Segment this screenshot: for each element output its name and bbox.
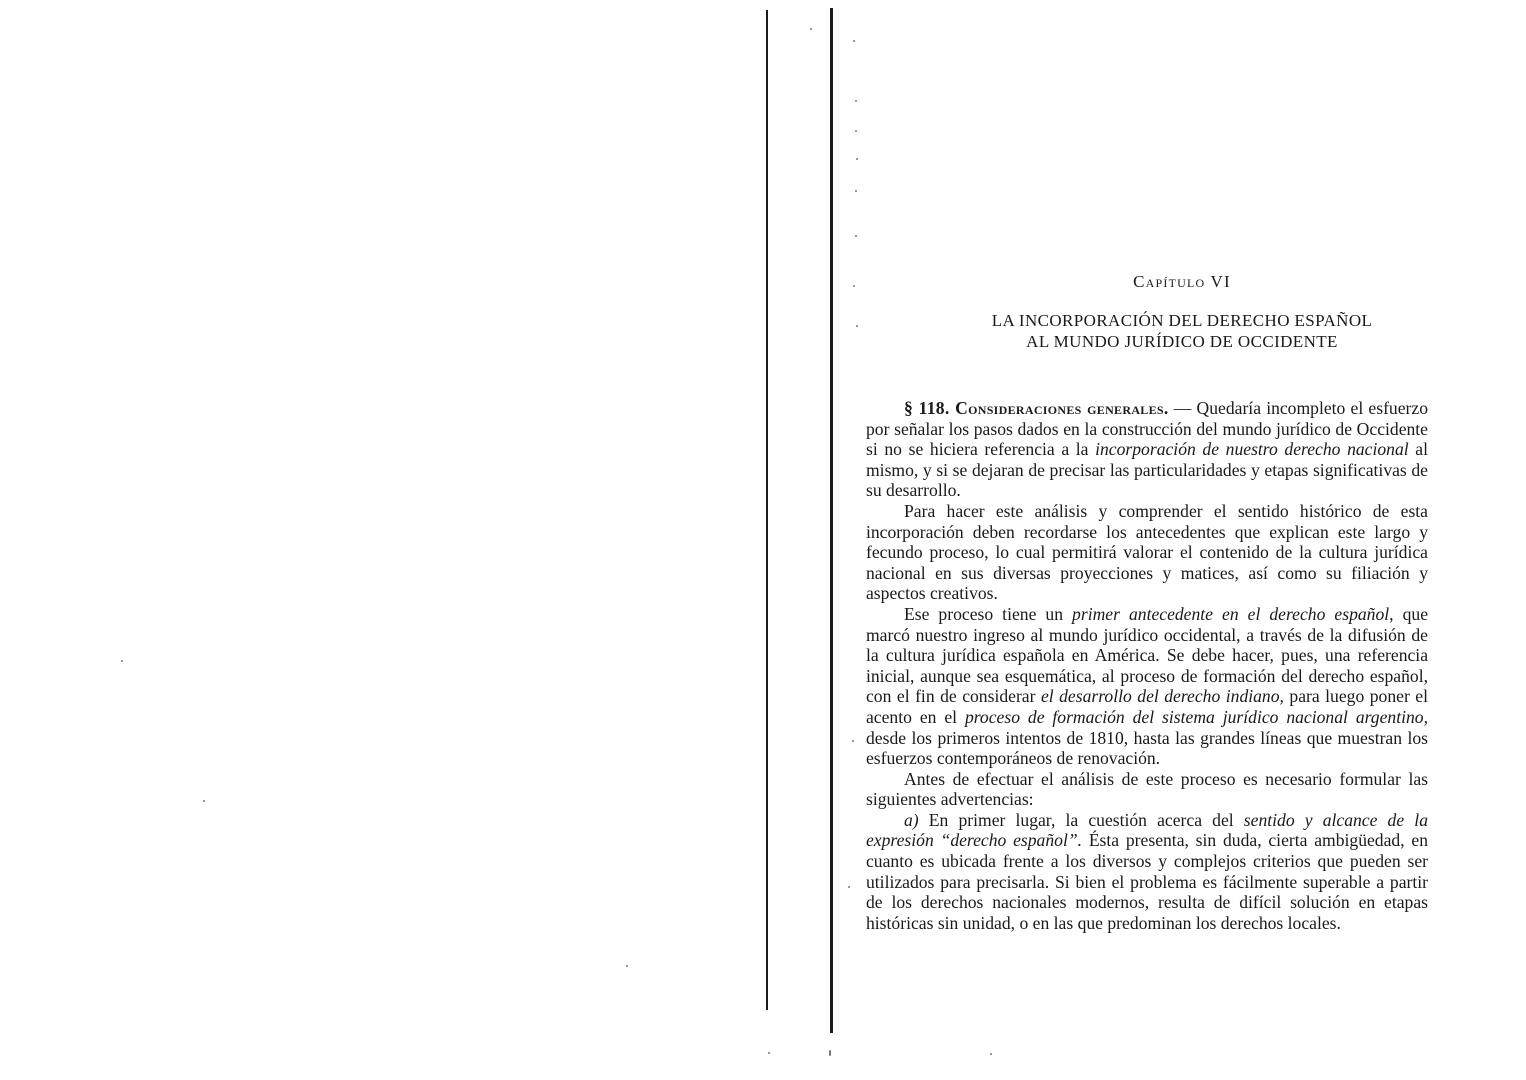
paragraph-5-italic: sentido y alcance de la expresión “derecho español”. <box>866 809 1428 851</box>
right-page <box>866 270 1428 933</box>
scan-speck <box>853 40 855 42</box>
scan-speck <box>856 158 858 160</box>
scan-speck <box>768 1052 770 1054</box>
chapter-title-line-1: LA INCORPORACIÓN DEL DERECHO ESPAÑOL <box>991 311 1373 330</box>
scan-speck <box>848 886 850 888</box>
paragraph-1-text-end: al mismo, y si se dejaran de precisar las particularidades y etapas significativas de su desarrollo. <box>866 439 1428 501</box>
paragraph-5-text-end: Ésta presenta, sin duda, cierta ambigüedad, en cuanto es ubicada frente a los diversos y complejos criterios que pueden ser utilizados para precisarla. Si bien el problema es fácilmente superable a partir de los derechos nacionales modernos, resulta de difícil solución en etapas históricas sin unidad, o en las que predominan los derechos locales. <box>866 830 1428 933</box>
left-page-edge-line <box>766 10 768 1010</box>
list-marker-a: a) <box>904 809 919 830</box>
paragraph-3-text: Ese proceso tiene un <box>904 603 1073 624</box>
scan-speck <box>829 1050 831 1056</box>
scan-speck <box>990 1053 992 1055</box>
scan-speck <box>855 190 857 192</box>
chapter-title <box>936 310 1428 352</box>
paragraph-3-italic-1: primer antecedente en el derecho español, <box>1072 603 1394 624</box>
paragraph-3-text-3: para luego poner el acento en el <box>866 686 1428 727</box>
paragraph-3 <box>866 604 1428 769</box>
chapter-label-text: Capítulo VI <box>1133 272 1231 291</box>
paragraph-3-text-4: desde los primeros intentos de 1810, hasta las grandes líneas que muestran los esfuerzos contemporáneos de renovación. <box>866 727 1428 769</box>
body-text <box>866 398 1428 933</box>
paragraph-1 <box>866 398 1428 501</box>
chapter-label <box>936 272 1428 292</box>
paragraph-4 <box>866 769 1428 810</box>
scan-speck <box>121 660 123 662</box>
scan-speck <box>853 285 855 287</box>
scan-speck <box>855 235 857 237</box>
chapter-title-line-2: AL MUNDO JURÍDICO DE OCCIDENTE <box>1026 332 1338 351</box>
paragraph-4-text: Antes de efectuar el análisis de este proceso es necesario formular las siguientes advertencias: <box>866 768 1428 810</box>
scan-speck <box>852 740 854 742</box>
scan-speck <box>203 800 205 802</box>
paragraph-1-text: Quedaría incompleto el esfuerzo por señalar los pasos dados en la construcción del mundo jurídico de Occidente si no se hiciera referencia a la <box>866 398 1428 460</box>
scan-speck <box>855 100 857 102</box>
scan-speck <box>855 130 857 132</box>
paragraph-1-italic: incorporación de nuestro derecho nacional <box>1095 439 1409 460</box>
paragraph-2-text: Para hacer este análisis y comprender el sentido histórico de esta incorporación deben recordarse los antecedentes que explican este largo y fecundo proceso, lo cual permitirá valorar el contenido de la cultura jurídica nacional en sus diversas proyecciones y matices, así como su filiación y aspectos creativos. <box>866 500 1428 604</box>
paragraph-5 <box>866 810 1428 934</box>
section-title: Consideraciones generales. <box>955 398 1169 418</box>
paragraph-2 <box>866 501 1428 604</box>
scan-speck <box>810 28 812 30</box>
paragraph-3-italic-2: el desarrollo del derecho indiano, <box>1040 686 1284 707</box>
paragraph-3-text-2: que marcó nuestro ingreso al mundo jurídico occidental, a través de la difusión de la cultura jurídica española en América. Se debe hacer, pues, una referencia inicial, aunque sea esquemática, al proceso de formación del derecho español, con el fin de considerar <box>866 603 1428 707</box>
section-number: § 118. <box>904 398 950 418</box>
scan-speck <box>626 965 628 967</box>
section-dash: — <box>1168 398 1197 418</box>
scan-speck <box>856 325 858 327</box>
paragraph-3-italic-3: proceso de formación del sistema jurídico nacional argentino, <box>964 706 1428 727</box>
right-page-binding-line <box>830 8 833 1033</box>
section-heading <box>904 398 1169 418</box>
paragraph-5-text: En primer lugar, la cuestión acerca del <box>918 809 1244 830</box>
